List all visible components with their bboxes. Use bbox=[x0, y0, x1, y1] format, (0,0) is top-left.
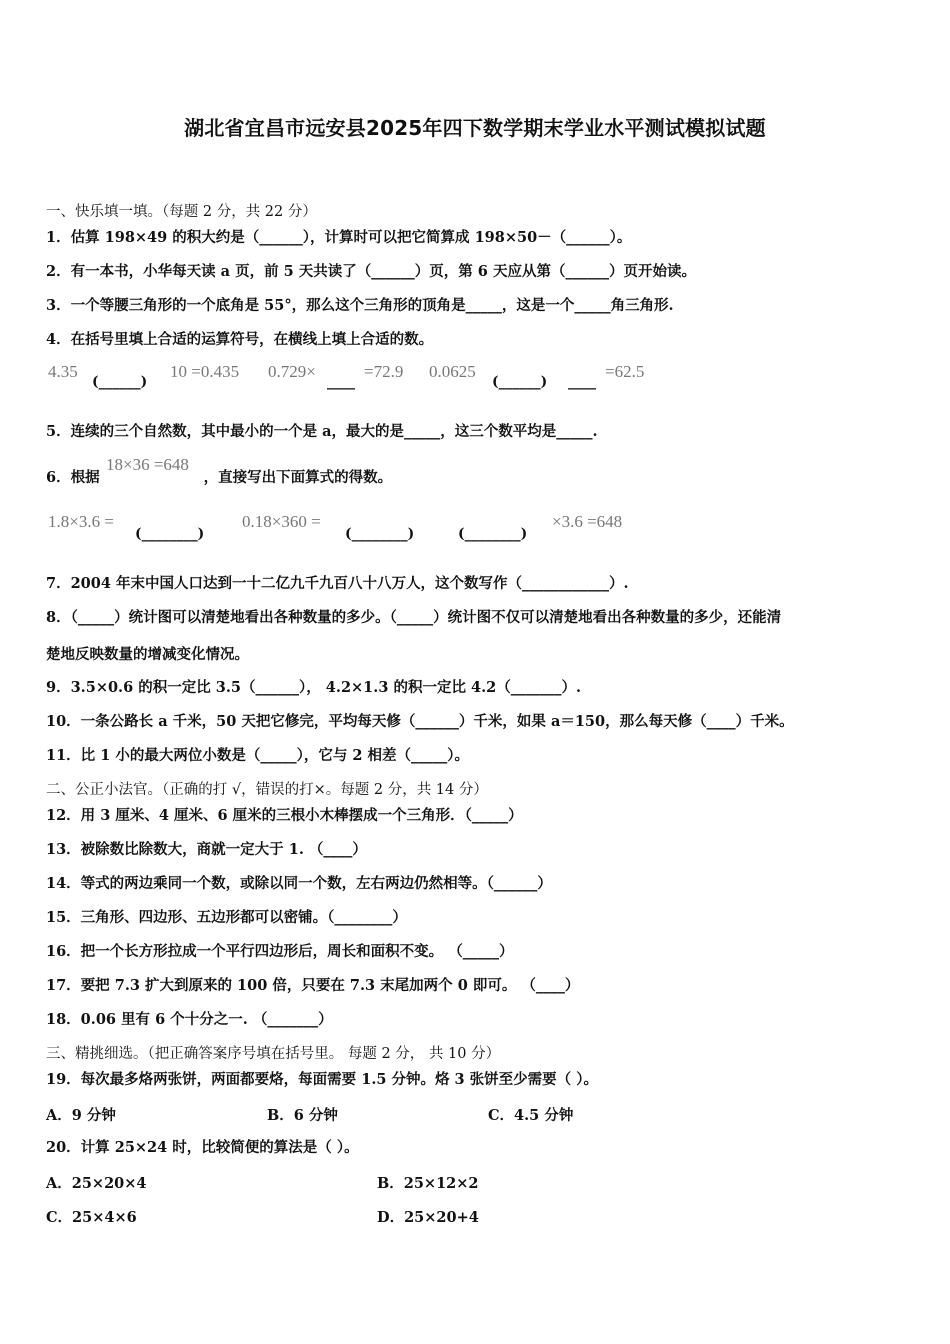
question-3: 3．一个等腰三角形的一个底角是 55°，那么这个三角形的顶角是_____，这是一个_____角三角形. bbox=[46, 297, 674, 314]
question-9: 9．3.5×0.6 的积一定比 3.5（______）， 4.2×1.3 的积一定比 4.2（_______）. bbox=[46, 679, 582, 696]
q19-option-a: A．9 分钟 bbox=[46, 1107, 116, 1124]
q4-expr-c: 0.729× bbox=[268, 362, 316, 381]
q6-blank-1: (________) bbox=[135, 526, 205, 542]
question-11: 11．比 1 小的最大两位小数是（_____），它与 2 相差（_____）。 bbox=[46, 747, 470, 764]
question-12: 12．用 3 厘米、4 厘米、6 厘米的三根小木棒摆成一个三角形．（_____） bbox=[46, 807, 523, 824]
section-2-heading: 二、公正小法官。（正确的打 √，错误的打×。每题 2 分，共 14 分） bbox=[46, 782, 488, 798]
page-title: 湖北省宜昌市远安县2025年四下数学期末学业水平测试模拟试题 bbox=[184, 116, 766, 140]
q20-option-c: C．25×4×6 bbox=[46, 1209, 137, 1226]
q4-expr-f: =62.5 bbox=[605, 362, 645, 381]
question-1: 1．估算 198×49 的积大约是（______），计算时可以把它简算成 198×50－（______）。 bbox=[46, 229, 632, 246]
question-16: 16．把一个长方形拉成一个平行四边形后，周长和面积不变。 （_____） bbox=[46, 943, 514, 960]
question-19: 19．每次最多烙两张饼，两面都要烙，每面需要 1.5 分钟。烙 3 张饼至少需要（ ）。 bbox=[46, 1071, 598, 1088]
question-17: 17．要把 7.3 扩大到原来的 100 倍，只要在 7.3 末尾加两个 0 即可。 （____） bbox=[46, 977, 580, 994]
q4-expr-e: 0.0625 bbox=[429, 362, 476, 381]
q4-line-1: ____ bbox=[327, 374, 355, 390]
question-13: 13．被除数比除数大，商就一定大于 1. （____） bbox=[46, 841, 367, 858]
q19-option-b: B．6 分钟 bbox=[267, 1107, 338, 1124]
question-14: 14．等式的两边乘同一个数，或除以同一个数，左右两边仍然相等。（______） bbox=[46, 875, 552, 892]
q4-expr-b: 10 =0.435 bbox=[170, 362, 240, 381]
question-20: 20．计算 25×24 时，比较简便的算法是（ ）。 bbox=[46, 1139, 359, 1156]
q6-expr-b: 0.18×360 = bbox=[242, 512, 321, 531]
q20-option-d: D．25×20+4 bbox=[377, 1209, 479, 1226]
question-15: 15．三角形、四边形、五边形都可以密铺。（________） bbox=[46, 909, 407, 926]
q6-blank-2: (________) bbox=[345, 526, 415, 542]
q6-blank-3: (________) bbox=[458, 526, 528, 542]
q6-given-equation: 18×36 =648 bbox=[106, 455, 189, 474]
q4-blank-2: (______) bbox=[492, 374, 548, 390]
q4-blank-1: (______) bbox=[92, 374, 148, 390]
q4-expr-a: 4.35 bbox=[48, 362, 78, 381]
q20-option-a: A．25×20×4 bbox=[46, 1175, 147, 1192]
question-8-line-1: 8．（_____）统计图可以清楚地看出各种数量的多少。（_____）统计图不仅可以清楚地看出各种数量的多少，还能清 bbox=[46, 609, 782, 626]
question-5: 5．连续的三个自然数，其中最小的一个是 a，最大的是_____，这三个数平均是_____. bbox=[46, 423, 598, 440]
q6-suffix: ，直接写出下面算式的得数。 bbox=[203, 469, 393, 486]
section-1-heading: 一、快乐填一填。（每题 2 分，共 22 分） bbox=[46, 204, 317, 220]
q20-option-b: B．25×12×2 bbox=[377, 1175, 479, 1192]
section-3-heading: 三、精挑细选。（把正确答案序号填在括号里。 每题 2 分， 共 10 分） bbox=[46, 1046, 501, 1062]
question-8-line-2: 楚地反映数量的增减变化情况。 bbox=[46, 646, 249, 663]
question-6 bbox=[46, 468, 392, 488]
q6-expr-a: 1.8×3.6 = bbox=[48, 512, 114, 531]
q6-prefix: 6．根据 bbox=[46, 469, 100, 486]
q4-expr-d: =72.9 bbox=[364, 362, 404, 381]
q6-expr-c: ×3.6 =648 bbox=[552, 512, 623, 531]
question-18: 18．0.06 里有 6 个十分之一. （_______） bbox=[46, 1011, 333, 1028]
question-7: 7．2004 年末中国人口达到一十二亿九千九百八十八万人，这个数写作（____________）. bbox=[46, 575, 629, 592]
q19-option-c: C．4.5 分钟 bbox=[488, 1107, 574, 1124]
q4-line-2: ____ bbox=[568, 374, 596, 390]
question-2: 2．有一本书，小华每天读 a 页，前 5 天共读了（______）页，第 6 天应从第（______）页开始读。 bbox=[46, 263, 696, 280]
question-10: 10．一条公路长 a 千米，50 天把它修完，平均每天修（______）千米，如果 a＝150，那么每天修（____）千米。 bbox=[46, 713, 794, 730]
question-4: 4．在括号里填上合适的运算符号，在横线上填上合适的数。 bbox=[46, 331, 434, 348]
